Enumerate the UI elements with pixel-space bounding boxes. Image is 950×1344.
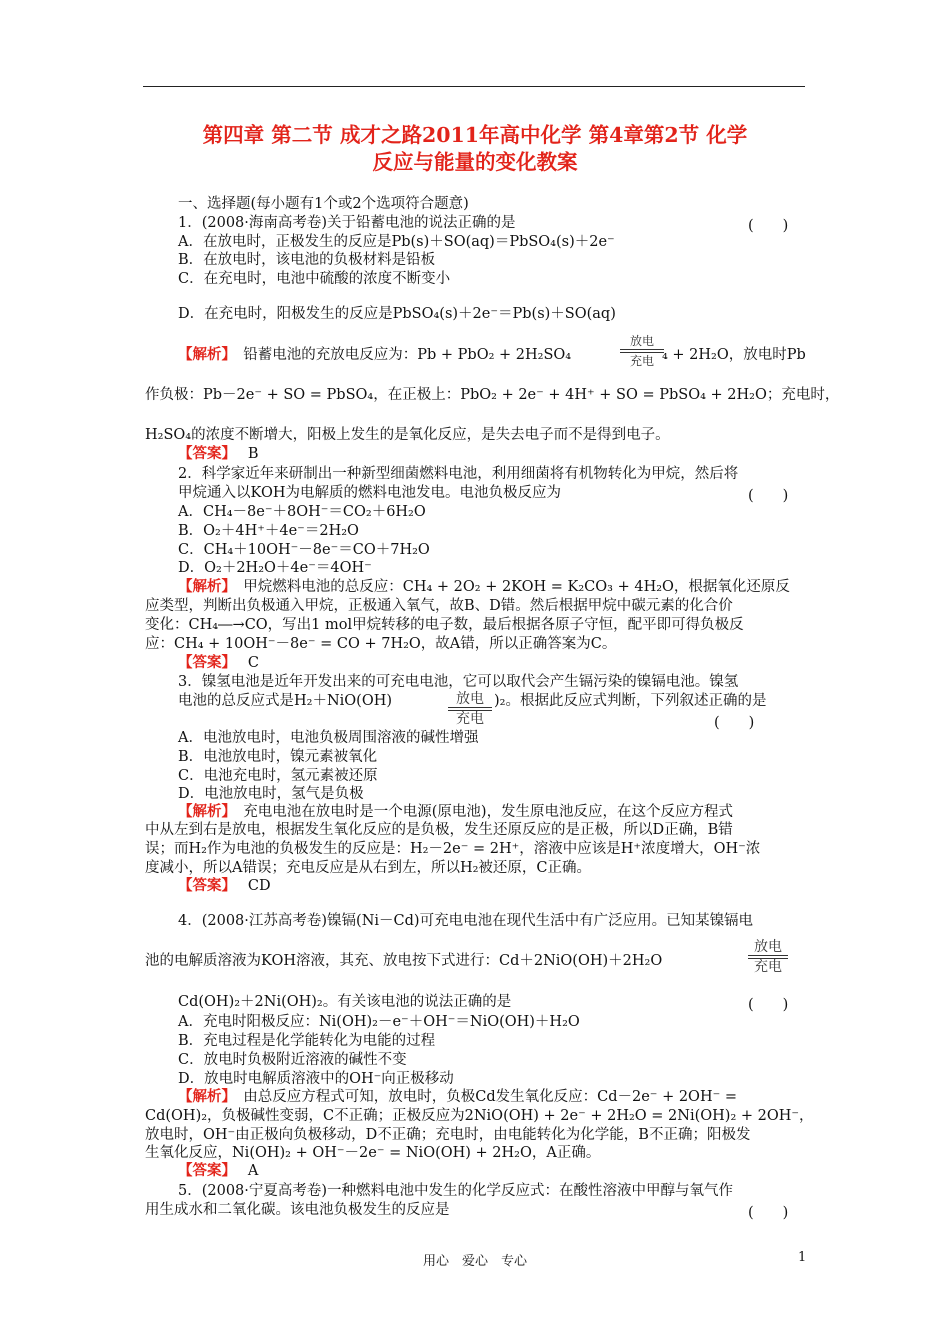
page-title: [150, 122, 800, 176]
reversible-arrow: [620, 334, 664, 368]
q3-option-c: C．电池充电时，氢元素被还原: [178, 768, 378, 784]
q1-answer-blank: ( ): [748, 218, 789, 234]
q2-stem-1: 2．科学家近年来研制出一种新型细菌燃料电池，利用细菌将有机物转化为甲烷，然后将: [178, 466, 739, 482]
q4-option-a: A．充电时阳极反应：Ni(OH)₂－e⁻＋OH⁻＝NiO(OH)＋H₂O: [178, 1014, 580, 1030]
q2-answer: [178, 654, 259, 672]
answer-tag: 【答案】: [178, 1162, 229, 1179]
q4-explanation-line-4: 生氧化反应，Ni(OH)₂ + OH⁻－2e⁻ = NiO(OH) + 2H₂O，A正确。: [145, 1145, 601, 1161]
explanation-tag: 【解析】: [178, 1088, 229, 1105]
q2-explanation-line-3: 变化：CH₄―→CO，写出1 mol甲烷转移的电子数，最后根据各原子守恒，配平即可得负极反: [145, 617, 744, 633]
title-line-2: 反应与能量的变化教案: [372, 150, 578, 174]
title-line-1: 第四章 第二节 成才之路2011年高中化学 第4章第2节 化学: [202, 123, 748, 147]
q4-answer-value: A: [247, 1163, 259, 1179]
page-number: 1: [798, 1250, 807, 1265]
q4-explanation-line-1: [178, 1088, 737, 1106]
q3-option-d: D．电池放电时，氢气是负极: [178, 786, 364, 802]
q2-option-b: B．O₂＋4H⁺＋4e⁻＝2H₂O: [178, 523, 359, 539]
q4-explanation-line-2: Cd(OH)₂，负极碱性变弱，C不正确；正极反应为2NiO(OH) + 2e⁻ + 2H₂O = 2Ni(OH)₂ + 2OH⁻，: [145, 1108, 814, 1124]
explanation-tag: 【解析】: [178, 803, 229, 820]
q1-explanation-line-3: H₂SO₄的浓度不断增大，阳极上发生的是氧化反应，是失去电子而不是得到电子。: [145, 427, 670, 443]
q2-explanation-text: 甲烷燃料电池的总反应：CH₄ + 2O₂ + 2KOH = K₂CO₃ + 4H₂O，根据氧化还原反: [243, 579, 790, 595]
q3-explanation-line-3: 误；而H₂作为电池的负极发生的反应是：H₂－2e⁻ = 2H⁺，溶液中应该是H⁺浓度增大，OH⁻浓: [145, 841, 761, 857]
q3-option-a: A．电池放电时，电池负极周围溶液的碱性增强: [178, 730, 479, 746]
q3-answer-value: CD: [247, 878, 271, 894]
q2-answer-blank: ( ): [748, 488, 789, 504]
explanation-tag: 【解析】: [178, 578, 229, 595]
arrow-label-discharge: 放电: [754, 939, 782, 955]
q1-answer: [178, 445, 259, 463]
q3-stem-2a: 电池的总反应式是H₂＋NiO(OH): [178, 693, 393, 709]
q4-answer-blank: ( ): [748, 997, 789, 1013]
q4-answer: [178, 1162, 258, 1180]
q4-stem-3: Cd(OH)₂＋2Ni(OH)₂。有关该电池的说法正确的是: [178, 994, 512, 1010]
arrow-label-charge: 充电: [754, 959, 782, 975]
q2-option-a: A．CH₄－8e⁻＋8OH⁻＝CO₂＋6H₂O: [178, 504, 426, 520]
q4-stem-1: 4．(2008·江苏高考卷)镍镉(Ni－Cd)可充电电池在现代生活中有广泛应用。已知某镍镉电: [178, 913, 754, 929]
q4-option-d: D．放电时电解质溶液中的OH⁻向正极移动: [178, 1071, 454, 1087]
q1-option-c: C．在充电时，电池中硫酸的浓度不断变小: [178, 271, 451, 287]
explanation-tag: 【解析】: [178, 346, 229, 363]
q2-answer-value: C: [247, 655, 259, 671]
q2-explanation-line-2: 应类型，判断出负极通入甲烷，正极通入氧气，故B、D错。然后根据甲烷中碳元素的化合价: [145, 598, 733, 614]
q1-option-a: A．在放电时，正极发生的反应是Pb(s)＋SO(aq)＝PbSO₄(s)＋2e⁻: [178, 234, 615, 250]
q1-answer-value: B: [247, 446, 259, 462]
q1-explanation-text: 铅蓄电池的充放电反应为：Pb + PbO₂ + 2H₂SO₄: [243, 347, 572, 363]
q2-explanation-line-4: 应：CH₄ + 10OH⁻－8e⁻ = CO + 7H₂O，故A错，所以正确答案为C。: [145, 636, 617, 652]
q2-stem-2: 甲烷通入以KOH为电解质的燃料电池发电。电池负极反应为: [178, 485, 561, 501]
q1-option-d: D．在充电时，阳极发生的反应是PbSO₄(s)＋2e⁻＝Pb(s)＋SO(aq): [178, 306, 616, 322]
q3-explanation-line-1: [178, 803, 733, 821]
q1-option-b: B．在放电时，该电池的负极材料是铅板: [178, 252, 436, 268]
q4-explanation-line-3: 放电时，OH⁻由正极向负极移动，D不正确；充电时，由电能转化为化学能，B不正确；阳极发: [145, 1127, 751, 1143]
q4-explanation-text: 由总反应方程式可知，放电时，负极Cd发生氧化反应：Cd－2e⁻ + 2OH⁻ =: [243, 1089, 737, 1105]
q2-explanation-line-1: [178, 578, 790, 596]
q3-explanation-text: 充电电池在放电时是一个电源(原电池)，发生原电池反应，在这个反应方程式: [243, 804, 734, 820]
arrow-label-discharge: 放电: [629, 334, 654, 348]
q3-answer-blank: ( ): [714, 715, 755, 731]
page-footer: 用心 爱心 专心: [422, 1254, 527, 1269]
q3-stem-2b: )₂。根据此反应式判断，下列叙述正确的是: [494, 693, 767, 709]
q1-stem: 1．(2008·海南高考卷)关于铅蓄电池的说法正确的是: [178, 215, 516, 231]
header-rule: [143, 86, 805, 87]
q5-stem-2: 用生成水和二氧化碳。该电池负极发生的反应是: [145, 1202, 450, 1218]
q1-explanation-line-1b: ₄ + 2H₂O，放电时Pb: [662, 347, 806, 363]
q3-option-b: B．电池放电时，镍元素被氧化: [178, 749, 378, 765]
reversible-arrow: [748, 940, 788, 974]
arrow-label-charge: 充电: [629, 354, 654, 368]
reversible-arrow: [448, 692, 492, 726]
section-heading: 一、选择题(每小题有1个或2个选项符合题意): [178, 196, 469, 212]
q4-option-c: C．放电时负极附近溶液的碱性不变: [178, 1052, 407, 1068]
q4-stem-2: 池的电解质溶液为KOH溶液，其充、放电按下式进行：Cd＋2NiO(OH)＋2H₂O: [145, 953, 663, 969]
q3-explanation-line-4: 度减小，所以A错误；充电反应是从右到左，所以H₂被还原，C正确。: [145, 860, 592, 876]
answer-tag: 【答案】: [178, 445, 229, 462]
q3-answer: [178, 877, 271, 895]
q5-stem-1: 5．(2008·宁夏高考卷)一种燃料电池中发生的化学反应式：在酸性溶液中甲醇与氧气作: [178, 1183, 734, 1199]
q1-explanation-line-1: [178, 346, 571, 364]
arrow-label-discharge: 放电: [456, 691, 484, 707]
answer-tag: 【答案】: [178, 877, 229, 894]
q2-option-d: D．O₂＋2H₂O＋4e⁻＝4OH⁻: [178, 560, 372, 576]
q2-option-c: C．CH₄＋10OH⁻－8e⁻＝CO＋7H₂O: [178, 542, 430, 558]
q4-option-b: B．充电过程是化学能转化为电能的过程: [178, 1033, 436, 1049]
arrow-label-charge: 充电: [456, 711, 484, 727]
q3-explanation-line-2: 中从左到右是放电，根据发生氧化反应的是负极，发生还原反应的是正极，所以D正确，B错: [145, 822, 733, 838]
q1-explanation-line-2: 作负极：Pb－2e⁻ + SO = PbSO₄，在正极上：PbO₂ + 2e⁻ + 4H⁺ + SO = PbSO₄ + 2H₂O；充电时，: [145, 387, 840, 403]
answer-tag: 【答案】: [178, 654, 229, 671]
q5-answer-blank: ( ): [748, 1205, 789, 1221]
q3-stem-1: 3．镍氢电池是近年开发出来的可充电电池，它可以取代会产生镉污染的镍镉电池。镍氢: [178, 674, 739, 690]
